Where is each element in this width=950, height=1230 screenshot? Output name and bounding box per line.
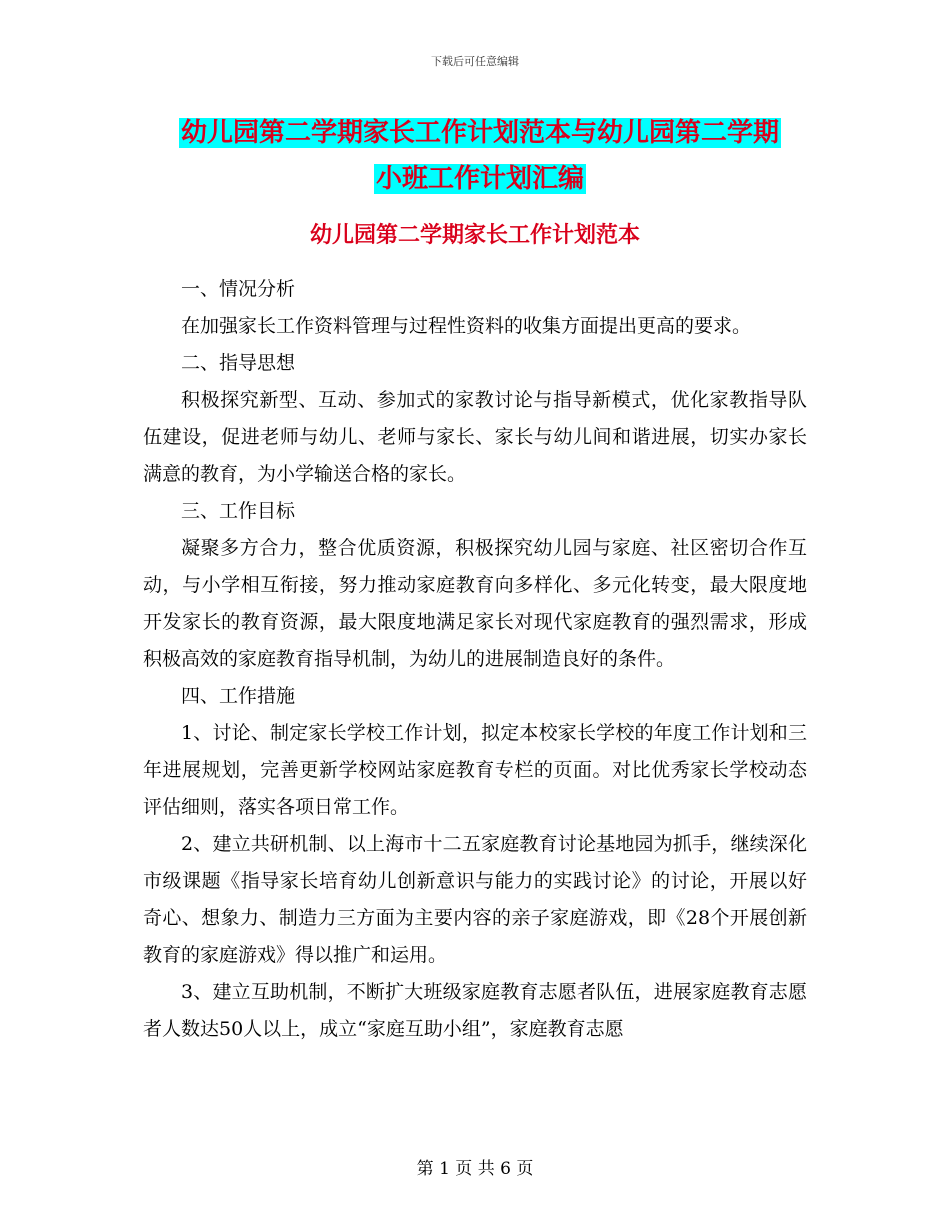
paragraph: 3、建立互助机制，不断扩大班级家庭教育志愿者队伍，进展家庭教育志愿者人数达50人以上，成立“家庭互助小组”，家庭教育志愿	[143, 981, 807, 1040]
paragraph: 凝聚多方合力，整合优质资源，积极探究幼儿园与家庭、社区密切合作互动，与小学相互衔接，努力推动家庭教育向多样化、多元化转变，最大限度地开发家长的教育资源，最大限度地满足家长对现代家庭教育的强烈需求，形成积极高效的家庭教育指导机制，为幼儿的进展制造良好的条件。	[143, 537, 807, 670]
heading-situation-analysis: 一、情况分析	[181, 278, 296, 300]
document-title-line-2: 小班工作计划汇编	[375, 164, 584, 194]
document-title	[140, 110, 820, 202]
paragraph: 积极探究新型、互动、参加式的家教讨论与指导新模式，优化家教指导队伍建设，促进老师与幼儿、老师与家长、家长与幼儿间和谐进展，切实办家长满意的教育，为小学输送合格的家长。	[143, 389, 807, 485]
page-footer: 第 1 页 共 6 页	[416, 1159, 534, 1179]
heading-work-measures: 四、工作措施	[181, 685, 296, 707]
header-note: 下载后可任意编辑	[431, 55, 519, 68]
document-body	[143, 271, 807, 1048]
section-title: 幼儿园第二学期家长工作计划范本	[309, 223, 640, 248]
paragraph: 在加强家长工作资料管理与过程性资料的收集方面提出更高的要求。	[181, 315, 752, 337]
document-title-line-1: 幼儿园第二学期家长工作计划范本与幼儿园第二学期	[180, 118, 779, 148]
paragraph: 1、讨论、制定家长学校工作计划，拟定本校家长学校的年度工作计划和三年进展规划，完善更新学校网站家庭教育专栏的页面。对比优秀家长学校动态评估细则，落实各项日常工作。	[143, 722, 807, 818]
heading-guiding-ideas: 二、指导思想	[181, 352, 296, 374]
heading-work-goals: 三、工作目标	[181, 500, 296, 522]
paragraph: 2、建立共研机制、以上海市十二五家庭教育讨论基地园为抓手，继续深化市级课题《指导家长培育幼儿创新意识与能力的实践讨论》的讨论，开展以好奇心、想象力、制造力三方面为主要内容的亲子家庭游戏，即《28个开展创新教育的家庭游戏》得以推广和运用。	[143, 833, 807, 966]
